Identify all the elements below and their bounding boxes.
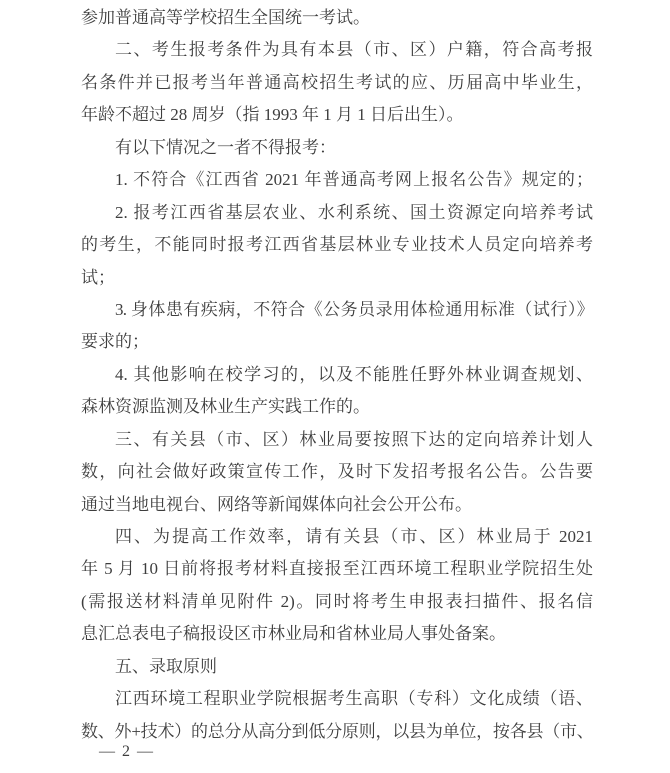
doc-line: 名条件并已报考当年普通高校招生考试的应、历届高中毕业生，	[81, 72, 593, 92]
doc-line: 要求的；	[81, 332, 149, 352]
doc-line: 四、为提高工作效率，请有关县（市、区）林业局于 2021	[115, 527, 593, 546]
doc-line: 江西环境工程职业学院根据考生高职（专科）文化成绩（语、	[115, 689, 593, 709]
doc-line: 年龄不超过 28 周岁（指 1993 年 1 月 1 日后出生）。	[81, 105, 464, 125]
doc-line: 有以下情况之一者不得报考：	[115, 137, 336, 157]
doc-line: 试；	[81, 267, 115, 287]
doc-line: 三、有关县（市、区）林业局要按照下达的定向培养计划人	[115, 429, 593, 449]
doc-line: 1. 不符合《江西省 2021 年普通高考网上报名公告》规定的；	[115, 170, 593, 190]
doc-line: (需报送材料清单见附件 2)。同时将考生申报表扫描件、报名信	[81, 591, 593, 611]
document-body	[81, 2, 593, 748]
doc-line: 参加普通高等学校招生全国统一考试。	[81, 8, 370, 27]
doc-line: 五、录取原则	[115, 656, 217, 676]
doc-line: 森林资源监测及林业生产实践工作的。	[81, 397, 370, 417]
doc-line: 3. 身体患有疾病，不符合《公务员录用体检通用标准（试行）》	[115, 299, 593, 319]
doc-line: 4. 其他影响在校学习的，以及不能胜任野外林业调查规划、	[115, 364, 593, 384]
doc-line: 2. 报考江西省基层农业、水利系统、国土资源定向培养考试	[115, 202, 593, 222]
doc-line: 数、外+技术）的总分从高分到低分原则，以县为单位，按各县（市、	[81, 721, 593, 741]
doc-line: 二、考生报考条件为具有本县（市、区）户籍，符合高考报	[115, 40, 593, 60]
doc-line: 数，向社会做好政策宣传工作，及时下发招考报名公告。公告要	[81, 462, 593, 482]
doc-line: 通过当地电视台、网络等新闻媒体向社会公开公布。	[81, 494, 472, 514]
doc-line: 息汇总表电子稿报设区市林业局和省林业局人事处备案。	[81, 624, 506, 644]
doc-line: 年 5 月 10 日前将报考材料直接报至江西环境工程职业学院招生处	[81, 559, 593, 579]
doc-line: 的考生，不能同时报考江西省基层林业专业技术人员定向培养考	[81, 235, 593, 255]
page-number: — 2 —	[99, 743, 155, 760]
